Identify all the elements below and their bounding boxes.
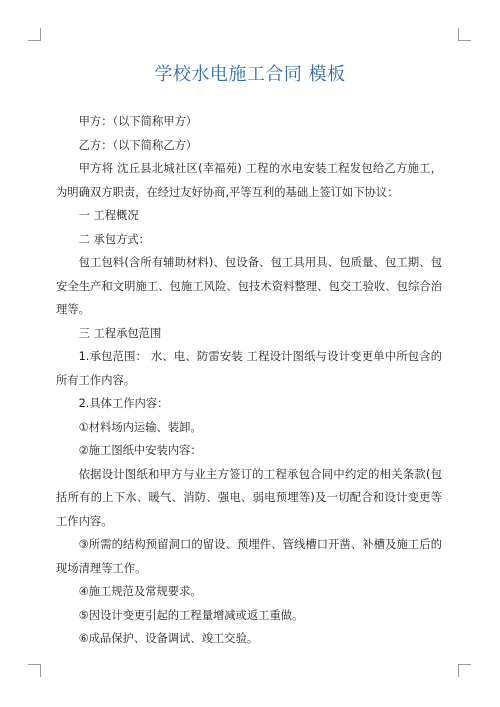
scope-item-2-heading: 2.具体工作内容： bbox=[78, 397, 169, 410]
crop-mark-bottom-left bbox=[28, 664, 41, 677]
work-item-2-detail: 依据设计图纸和甲方与业主方签订的工程承包合同中约定的相关条款(包括所有的上下水、暖气、消防、强电、弱电预埋等)及一切配合和设计变更等工作内容。 bbox=[56, 467, 442, 528]
section-heading-contract-scope: 三 工程承包范围 bbox=[78, 326, 162, 340]
work-item-5: ⑤因设计变更引起的工程量增减或返工重做。 bbox=[78, 608, 304, 622]
document-title: 学校水电施工合同 模板 bbox=[154, 64, 346, 85]
work-item-2: ②施工图纸中安装内容： bbox=[78, 444, 202, 457]
document-body bbox=[56, 110, 442, 651]
party-b-line: 乙方：（以下简称乙方） bbox=[78, 138, 198, 152]
crop-mark-top-left bbox=[28, 28, 41, 41]
section-heading-contract-method: 二 承包方式： bbox=[78, 232, 150, 246]
scope-item-1: 1.承包范围： 水、电、防雷安装 工程设计图纸与设计变更单中所包含的所有工作内容。 bbox=[56, 350, 442, 387]
contract-method-paragraph: 包工包料(含所有辅助材料)、包设备、包工具用具、包质量、包工期、包安全生产和文明施工、包施工风险、包技术资料整理、包交工验收、包综合治理等。 bbox=[56, 256, 442, 316]
party-a-line: 甲方：（以下简称甲方） bbox=[78, 115, 198, 128]
work-item-6: ⑥成品保护、设备调试、竣工交验。 bbox=[78, 632, 259, 645]
work-item-3: ③所需的结构预留洞口的留设、预埋件、管线槽口开凿、补槽及施工后的现场清理等工作。 bbox=[56, 538, 442, 575]
work-item-4: ④施工规范及常规要求。 bbox=[78, 585, 202, 598]
section-heading-project-overview: 一 工程概况 bbox=[78, 209, 139, 222]
crop-mark-bottom-right bbox=[458, 664, 471, 677]
intro-paragraph: 甲方将 沈丘县北城社区(幸福苑) 工程的水电安装工程发包给乙方施工，为明确双方职责，在经过友好协商,平等互利的基础上签订如下协议： bbox=[56, 162, 442, 199]
work-item-1: ①材料场内运输、装卸。 bbox=[78, 420, 202, 434]
crop-mark-top-right bbox=[458, 28, 471, 41]
